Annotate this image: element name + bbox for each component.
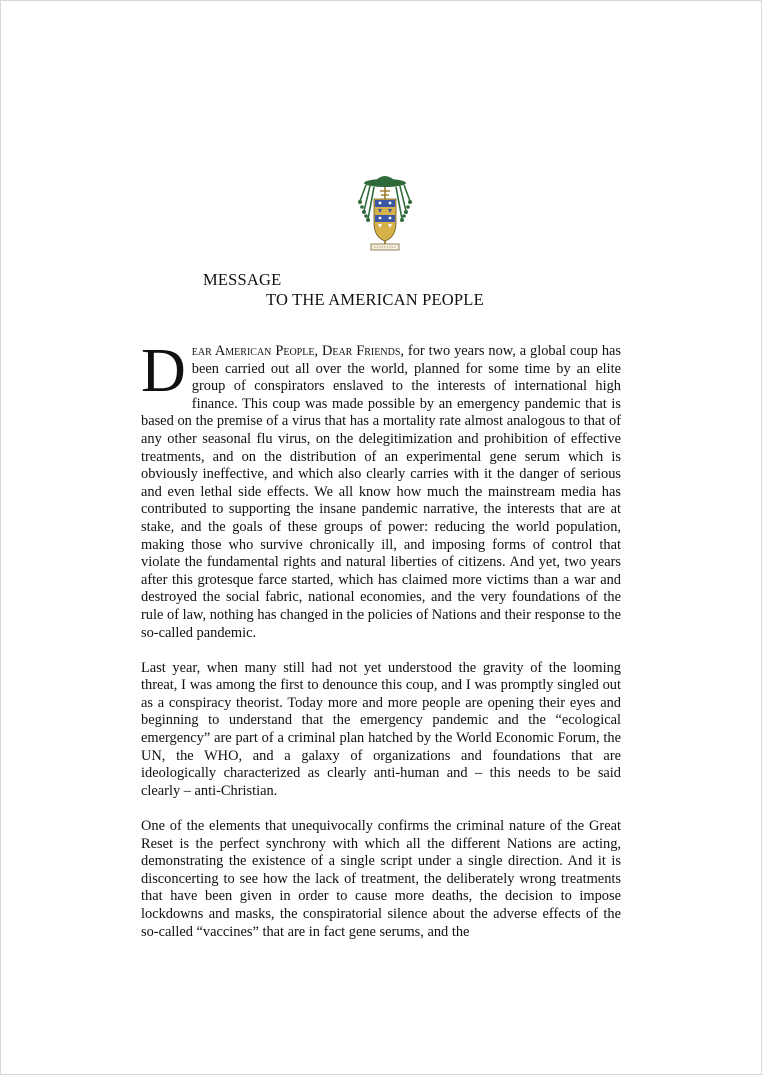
heading-line-2: TO THE AMERICAN PEOPLE (266, 290, 484, 309)
drop-cap: D (141, 337, 186, 405)
paragraph-1 (141, 337, 622, 642)
archbishop-coat-of-arms-icon (356, 171, 414, 257)
salutation: ear American People, Dear Friends, (191, 343, 404, 359)
paragraph-3: One of the elements that unequivocally confirms the criminal nature of the Great Reset is the perfect synchrony with which all the different Nations are acting, demonstrating the existence of a single script under a single direction. And it is disconcerting to see how the lack of treatment, the deliberately wrong treatments that have been given in order to cause more deaths, the decision to impose lockdowns and masks, the conspiratorial silence about the adverse effects of the so-called “vaccines” that are in fact gene serums, and the (141, 818, 621, 940)
letter-body (141, 337, 622, 959)
heading-line-1: MESSAGE (203, 270, 282, 289)
paragraph-1-text: for two years now, a global coup has been carried out all over the world, planned for some time by an elite group of conspirators enslaved to the interests of international high finance. This coup was made possible by an emergency pandemic that is based on the premise of a virus that has a mortality rate almost analogous to that of any other seasonal flu virus, on the delegitimization and prohibition of effective treatments, and on the distribution of an experimental gene serum which is obviously ineffective, and which also clearly carries with it the danger of serious and even lethal side effects. We all know how much the mainstream media has contributed to supporting the insane pandemic narrative, the interests that are at stake, and the goals of these groups of power: reducing the world population, making those who survive chronically ill, and imposing forms of control that violate the fundamental rights and natural liberties of citizens. And yet, two years after this grotesque farce started, which has claimed more victims than a war and destroyed the social fabric, national economies, and the very foundations of the rule of law, nothing has changed in the policies of Nations and their response to the so-called pandemic. (141, 343, 622, 641)
paragraph-2: Last year, when many still had not yet understood the gravity of the looming threat, I was among the first to denounce this coup, and I was promptly singled out as a conspiracy theorist. Today more and more people are opening their eyes and beginning to understand that the emergency pandemic and the “ecological emergency” are part of a criminal plan hatched by the World Economic Forum, the UN, the WHO, and a galaxy of organizations and foundations that are ideologically characterized as clearly anti-human and – this needs to be said clearly – anti-Christian. (141, 659, 621, 799)
